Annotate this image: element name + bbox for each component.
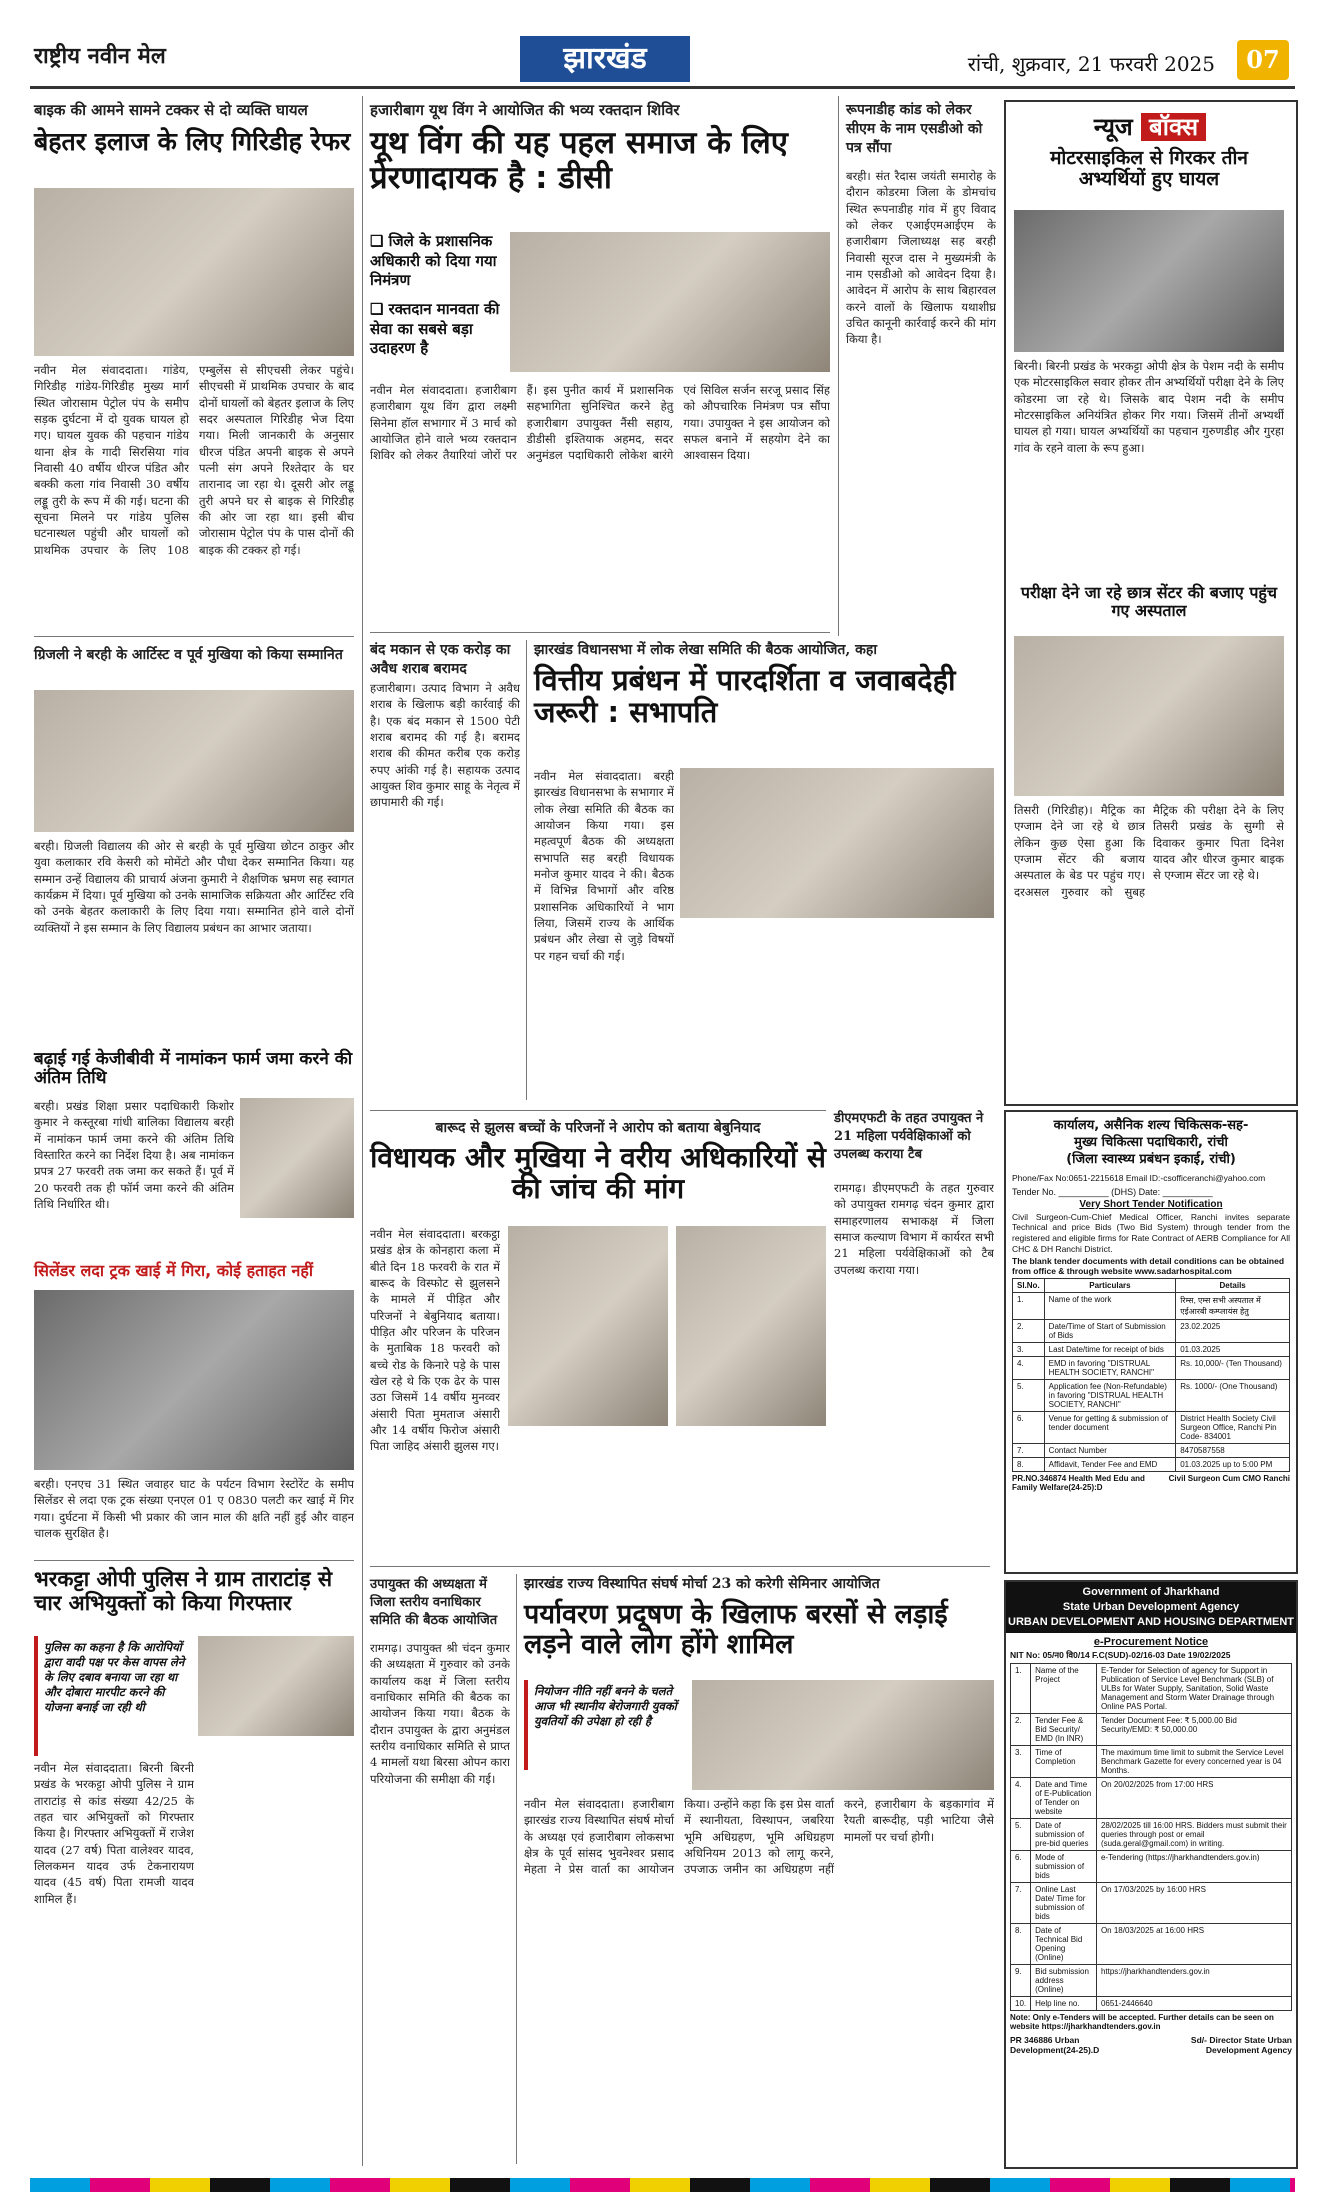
kicker-blood-camp: हजारीबाग यूथ विंग ने आयोजित की भव्य रक्तदान शिविर: [370, 101, 680, 119]
table-row: 1. Name of the work रिम्स, एम्स सभी अस्पताल में एईआरबी कम्प्लायंस हेतु: [1013, 1293, 1290, 1320]
divider: [370, 1110, 826, 1111]
photo-honor-ceremony: [34, 690, 354, 832]
tender-health-footer: PR.NO.346874 Health Med Edu and Family Welfare(24-25):D Civil Surgeon Cum CMO Ranchi: [1012, 1474, 1290, 1493]
tender-notice-health: [1004, 1110, 1298, 1574]
article-body-pac: नवीन मेल संवाददाता। बरही झारखंड विधानसभा के सभागार में लोक लेखा समिति की बैठक का आयोजन किया गया। इस महत्वपूर्ण बैठक की अध्यक्षता सभापति सह बरही विधायक मनोज कुमार यादव ने की। बैठक में विभिन्न विभागों और वरिष्ठ प्रशासनिक अधिकारियों ने भाग लिया, जिसमें राज्य के आर्थिक प्रबंधन और लेखा से जुड़े विषयों पर गहन चर्चा की गई।: [534, 769, 674, 963]
table-row: 6. Venue for getting & submission of tender document District Health Society Civil Surgeon Office, Ranchi Pin Code- 834001: [1013, 1412, 1290, 1444]
kicker-pac-meeting: झारखंड विधानसभा में लोक लेखा समिति की बैठक आयोजित, कहा: [534, 642, 877, 658]
tender-notice-urban: [1004, 1580, 1298, 2169]
kicker-accident: बाइक की आमने सामने टक्कर से दो व्यक्ति घायल: [34, 101, 308, 119]
bullet-marker-icon: ❑: [370, 232, 389, 250]
table-header-slno: Sl.No.: [1013, 1279, 1045, 1293]
tender-urban-footer: PR 346886 Urban Development(24-25).D Sd/- Director State Urban Development Agency: [1010, 2034, 1292, 2055]
article-body-probe: नवीन मेल संवाददाता। बरकट्ठा प्रखंड क्षेत्र के कोनहारा कला में बीते दिन 18 फरवरी के रात में बारूद के विस्फोट से झुलसने के मामले में पीड़ित और परिजनों ने बेबुनियाद बताया। पीड़ित और परिजन के परिजन के मुताबिक 18 फरवरी को बच्चे रोड के किनारे पड़े के पास खेल रहे थे कि एक ढेर के पास उठा जिसमें 14 वर्षीय मुनव्वर अंसारी पिता मुमताज अंसारी और 14 वर्षीय फिरोज अंसारी पिता जाहिद अंसारी झुलस गए।: [370, 1227, 500, 1454]
bullet-humanity: ❑ रक्तदान मानवता की सेवा का सबसे बड़ा उदाहरण है: [370, 300, 500, 357]
table-row: 9. Bid submission address (Online) https://jharkhandtenders.gov.in: [1011, 1964, 1292, 1996]
table-row: 8. Affidavit, Tender Fee and EMD 01.03.2025 up to 5:00 PM: [1013, 1458, 1290, 1472]
headline-giridih-refer: बेहतर इलाज के लिए गिरिडीह रेफर: [34, 127, 351, 156]
divider: [34, 636, 354, 637]
headline-mla-probe: विधायक और मुखिया ने वरीय अधिकारियों से की जांच की मांग: [370, 1141, 826, 1206]
divider: [370, 1566, 990, 1567]
divider: [34, 1560, 354, 1561]
table-row: 7. Online Last Date/ Time for submission of bids On 17/03/2025 by 16:00 HRS: [1011, 1882, 1292, 1923]
table-row: 8. Date of Technical Bid Opening (Online) On 18/03/2025 at 16:00 HRS: [1011, 1923, 1292, 1964]
tender-health-intro: Civil Surgeon-Cum-Chief Medical Officer, Ranchi invites separate Technical and price Bids (Two Bid System) through tender from the registered and eligible firms for Rate Contract of AERB Compliance for All CHC & DH Ranchi District.: [1012, 1211, 1290, 1254]
article-body-rupnadih: बरही। संत रैदास जयंती समारोह के दौरान कोडरमा जिला के डोमचांच स्थित रूपनाडीह गांव में हुए विवाद को लेकर एआईएमआईएम के हजारीबाग जिलाध्यक्ष सह बरही निवासी सूरज दास ने मुख्यमंत्री के नाम एसडीओ को आवेदन दिया है। आवेदन में आरोप के साथ बिहारवल करने वालों के खिलाफ यथाशीघ्र उचित कानूनी कार्रवाई करने की मांग किया है।: [846, 169, 996, 347]
tender-urban-note: Note: Only e-Tenders will be accepted. Further details can be seen on website https://jharkhandtenders.gov.in: [1010, 2012, 1274, 2031]
news-box-label-b: बॉक्स: [1141, 113, 1206, 141]
issue-date: रांची, शुक्रवार, 21 फरवरी 2025: [967, 52, 1215, 76]
tender-health-table: [1012, 1278, 1290, 1472]
article-body-tablets: रामगढ़। डीएमएफटी के तहत गुरुवार को उपायुक्त रामगढ़ चंदन कुमार द्वारा समाहरणालय सभाकक्ष में जिला समाज कल्याण विभाग में कार्यरत सभी 21 महिला पर्यवेक्षिकाओं को टैब उपलब्ध कराया गया।: [834, 1181, 994, 1277]
article-body-youth-wing: नवीन मेल संवाददाता। हजारीबाग हजारीबाग यूथ विंग द्वारा लक्ष्मी सिनेमा हॉल सभागार में 3 मार्च को आयोजित होने वाले भव्य रक्तदान शिविर को लेकर तैयारियां जोरों पर हैं। इस पुनीत कार्य में प्रशासनिक सहभागिता सुनिश्चित करने हेतु हजारीबाग उपायुक्त नैंसी सहाय, डीडीसी इश्तियाक अहमद, सदर अनुमंडल पदाधिकारी लोकेश बारंगे एवं सिविल सर्जन सरजू प्रसाद सिंह को औपचारिक निमंत्रण पत्र सौंपा गया। उपायुक्त ने इस आयोजन को सफल बनाने में सहयोग देने का आश्वासन दिया।: [370, 383, 830, 463]
article-body-truck: बरही। एनएच 31 स्थित जवाहर घाट के पर्यटन विभाग रेस्टोरेंट के समीप सिलेंडर से लदा एक ट्रक संख्या एनएल 01 ए 0830 पलटी कर खाई में गिर गया। दुर्घटना में किसी भी प्रकार की जान माल की क्षति नहीं हुई और वाहन चालक सुरक्षित है।: [34, 1477, 354, 1540]
pullquote-police: पुलिस का कहना है कि आरोपियों द्वारा वादी पक्ष पर केस वापस लेने के लिए दबाव बनाया जा रहा था और दोबारा मारपीट करने की योजना बनाई जा रही थी: [34, 1636, 200, 1756]
section-tab: झारखंड: [520, 36, 690, 82]
article-body-liquor: हजारीबाग। उत्पाद विभाग ने अवैध शराब के खिलाफ बड़ी कार्रवाई की है। एक बंद मकान से 1500 पेटी शराब बरामद की गई है। बरामद शराब की कीमत करीब एक करोड़ रुपए आंकी गई है। सहायक उत्पाद आयुक्त शिव कुमार साहू के नेतृत्व में छापामारी की गई।: [370, 681, 520, 810]
table-header-details: Details: [1176, 1279, 1290, 1293]
tender-health-note: The blank tender documents with detail conditions can be obtained from office & through website www.sadarhospital.com: [1012, 1256, 1285, 1277]
news-box-label-a: न्यूज: [1093, 113, 1133, 141]
headline-youth-wing: यूथ विंग की यह पहल समाज के लिए प्रेरणादायक है : डीसी: [370, 125, 788, 196]
table-row: 2. Tender Fee & Bid Security/ EMD (In INR) Tender Document Fee: ₹ 5,000.00 Bid Security/EMD: ₹ 50,000.00: [1011, 1713, 1292, 1745]
tender-urban-nit: NIT No: 05/न0 वि0/14 F.C(SUD)-02/16-03 Date 19/02/2025: [1010, 1649, 1231, 1660]
kicker-grizzly-honor: ग्रिजली ने बरही के आर्टिस्ट व पूर्व मुखिया को किया सम्मानित: [34, 647, 343, 663]
kicker-tablets: डीएमएफटी के तहत उपायुक्त ने 21 महिला पर्यवेक्षिकाओं को उपलब्ध कराया टैब: [834, 1111, 984, 1162]
tender-urban-title: e-Procurement Notice: [1093, 1635, 1209, 1648]
kicker-rupnadih: रूपनाडीह कांड को लेकर सीएम के नाम एसडीओ को पत्र सौंपा: [846, 102, 983, 156]
tender-health-title: Very Short Tender Notification: [1079, 1198, 1223, 1210]
table-row: 5. Application fee (Non-Refundable) in favoring "DISTRUAL HEALTH SOCIETY, RANCHI" Rs. 1000/- (One Thousand): [1013, 1380, 1290, 1412]
headline-truck-fall: सिलेंडर लदा ट्रक खाई में गिरा, कोई हताहत नहीं: [34, 1261, 314, 1280]
article-body-pollution: नवीन मेल संवाददाता। हजारीबाग झारखंड राज्य विस्थापित संघर्ष मोर्चा के अध्यक्ष एवं हजारीबाग लोकसभा क्षेत्र के पूर्व सांसद भुवनेश्वर प्रसाद मेहता ने प्रेस वार्ता का आयोजन किया। उन्होंने कहा कि इस प्रेस वार्ता में स्थानीयता, विस्थापन, जबरिया भूमि अधिग्रहण, भूमि अधिग्रहण अधिनियम 2013 को लागू करने, उपजाऊ जमीन का अधिग्रहण नहीं करने, हजारीबाग के बड़कागांव में रैयती बारूदीह, पड़ी भाटिया जैसे मामलों पर चर्चा होगी।: [524, 1797, 994, 1877]
photo-press-conference: [692, 1680, 994, 1790]
table-row: 10. Help line no. 0651-2446640: [1011, 1996, 1292, 2010]
article-body-motorcycle: बिरनी। बिरनी प्रखंड के भरकट्टा ओपी क्षेत्र के पेशम नदी के समीप एक मोटरसाइकिल सवार होकर तीन अभ्यर्थियों परीक्षा देने के लिए कोडरमा जा रहे थे। जिसके बाद पेशम नदी के समीप मोटरसाइकिल अनियंत्रित होकर गिर गया। जिसमें तीनों अभ्यर्थी घायल हो गया। घायल अभ्यर्थियों का पहचान गुरुणडीह और गुरहा गांव के रहने वाला के रूप हुआ।: [1014, 359, 1284, 455]
article-body-students: तिसरी (गिरिडीह)। मैट्रिक का एग्जाम देने जा रहे थे छात्र लेकिन कुछ ऐसा हुआ कि एग्जाम सेंटर की बजाय अस्पताल के बेड पर पहुंच गए। दरअसल गुरुवार को सुबह मैट्रिक की परीक्षा देने के लिए तिसरी प्रखंड के सुग्गी से दिवाकर कुमार पिता दिनेश यादव और धीरज कुमार बाइक से एग्जाम सेंटर जा रहे थे।: [1014, 803, 1284, 899]
page-number: 07: [1237, 40, 1289, 80]
table-row: 1. Name of the Project E-Tender for Selection of agency for Support in Publication of Service Level Benchmark (SLB) of ULBs for Water Supply, Sanitation, Solid Waste Management and Storm Water Drainage through Online PAS Portal.: [1011, 1663, 1292, 1713]
tender-health-header: कार्यालय, असैनिक शल्य चिकित्सक-सह- मुख्य चिकित्सा पदाधिकारी, रांची (जिला स्वास्थ्य प्रबंधन इकाई, रांची): [1053, 1118, 1249, 1167]
table-header-particulars: Particulars: [1044, 1279, 1176, 1293]
photo-mla-portrait: [676, 1226, 826, 1426]
bullet-invitation: ❑ जिले के प्रशासनिक अधिकारी को दिया गया निमंत्रण: [370, 232, 497, 289]
kicker-forest-rights: उपायुक्त की अध्यक्षता में जिला स्तरीय वनाधिकार समिति की बैठक आयोजित: [370, 1577, 498, 1628]
tender-urban-table: [1010, 1663, 1292, 2011]
column-divider: [526, 640, 527, 1100]
photo-arrested-persons: [198, 1636, 354, 1736]
photo-education-officer: [240, 1098, 354, 1218]
photo-injured-patients: [34, 188, 354, 356]
kicker-liquor-seizure: बंद मकान से एक करोड़ का अवैध शराब बरामद: [370, 642, 511, 677]
column-divider: [362, 96, 363, 2166]
photo-truck-accident: [34, 1290, 354, 1470]
article-body-forest-rights: रामगढ़। उपायुक्त श्री चंदन कुमार की अध्यक्षता में गुरुवार को उनके कार्यालय कक्ष में जिला स्तरीय वनाधिकार समिति की बैठक का आयोजन किया गया। बैठक के दौरान उपायुक्त के द्वारा अनुमंडल स्तरीय वनाधिकार समिति से प्राप्त 4 मामलों यथा बिरसा ओपन कारा परियोजना की समीक्षा की गई।: [370, 1641, 510, 1786]
kicker-explosion: बारूद से झुलस बच्चों के परिजनों ने आरोप को बताया बेबुनियाद: [435, 1120, 761, 1136]
photo-dc-invitation: [510, 232, 830, 372]
tender-health-number: Tender No. __________ (DHS) Date: __________: [1012, 1186, 1213, 1197]
headline-kgbv-date: बढ़ाई गई केजीबीवी में नामांकन फार्म जमा करने की अंतिम तिथि: [34, 1049, 353, 1089]
headline-motorcycle-fall: मोटरसाइकिल से गिरकर तीन अभ्यर्थियों हुए घायल: [1050, 147, 1248, 191]
table-row: 4. EMD in favoring "DISTRUAL HEALTH SOCIETY, RANCHI" Rs. 10,000/- (Ten Thousand): [1013, 1357, 1290, 1380]
kicker-displacement-seminar: झारखंड राज्य विस्थापित संघर्ष मोर्चा 23 को करेगी सेमिनार आयोजित: [524, 1576, 880, 1592]
tender-urban-header: Government of Jharkhand State Urban Development Agency URBAN DEVELOPMENT AND HOUSING DEPARTMENT: [1006, 1582, 1296, 1633]
column-divider: [838, 96, 839, 636]
article-body-accident: नवीन मेल संवाददाता। गांडेय, गिरिडीह गांडेय-गिरिडीह मुख्य मार्ग स्थित जोरासाम पेट्रोल पंप के समीप सड़क दुर्घटना में दो युवक घायल हो गए। घायल युवक की पहचान गांडेय थाना क्षेत्र के गादी सिरसिया गांव निवासी 40 वर्षीय धीरज पंडित और बक्की कला गांव निवासी 30 वर्षीय लड्डू तुरी के रूप में की गई। घटना की सूचना मिलने पर गांडेय पुलिस घटनास्थल पहुंची और घायलों को प्राथमिक उपचार के लिए 108 एम्बुलेंस से सीएचसी लेकर पहुंचे। सीएचसी में प्राथमिक उपचार के बाद दोनों घायलों को बेहतर इलाज के लिए सदर अस्पताल गिरिडीह भेज दिया गया। मिली जानकारी के अनुसार धीरज पंडित अपनी बाइक से अपने पत्नी संग अपने रिश्तेदार के घर तारानाद जा रहा थे। दूसरी ओर लड्डू तुरी अपने घर से बाइक से गिरिडीह की ओर जा रहा था। इसी बीच जोरासाम पेट्रोल पंप के पास दोनों की बाइक की टक्कर हो गई।: [34, 363, 354, 557]
article-body-arrest: नवीन मेल संवाददाता। बिरनी बिरनी प्रखंड के भरकट्टा ओपी पुलिस ने ग्राम ताराटांड़ से कांड संख्या 42/25 के तहत चार अभियुक्तों को गिरफ्तार किया है। गिरफ्तार अभियुक्तों में राजेश यादव (27 वर्ष) पिता वालेश्वर यादव, लिलकमन यादव उर्फ टेकनारायण यादव (45 वर्ष) पिता रामजी यादव शामिल हैं।: [34, 1761, 194, 1906]
table-row: 5. Date of submission of pre-bid queries 28/02/2025 till 16:00 HRS. Bidders must submit their queries through post or email (suda.geral@gmail.com) in writing.: [1011, 1818, 1292, 1850]
photo-hospital-students: [1014, 636, 1284, 796]
news-box-label: [1010, 110, 1290, 143]
table-row: 6. Mode of submission of bids e-Tendering (https://jharkhandtenders.gov.in): [1011, 1850, 1292, 1882]
divider: [370, 632, 830, 633]
bullet-marker-icon: ❑: [370, 300, 389, 318]
headline-bharkatta-arrest: भरकट्टा ओपी पुलिस ने ग्राम ताराटांड़ से चार अभियुक्तों को किया गिरफ्तार: [34, 1567, 333, 1615]
headline-pollution-fight: पर्यावरण प्रदूषण के खिलाफ बरसों से लड़ाई लड़ने वाले लोग होंगे शामिल: [524, 1599, 948, 1661]
table-row: 4. Date and Time of E-Publication of Tender on website On 20/02/2025 from 17:00 HRS: [1011, 1777, 1292, 1818]
newspaper-logo: राष्ट्रीय नवीन मेल: [34, 43, 166, 69]
table-row: 3. Time of Completion The maximum time limit to submit the Service Level Benchmark Gazette for every concerned year is 04 Months.: [1011, 1745, 1292, 1777]
table-row: 7. Contact Number 8470587558: [1013, 1444, 1290, 1458]
headline-financial-transparency: वित्तीय प्रबंधन में पारदर्शिता व जवाबदेही जरूरी : सभापति: [534, 663, 956, 730]
pullquote-employment: नियोजन नीति नहीं बनने के चलते आज भी स्थानीय बेरोजगारी युवकों युवतियों की उपेक्षा हो रही है: [524, 1680, 700, 1770]
headline-students-hospital: परीक्षा देने जा रहे छात्र सेंटर की बजाए पहुंच गए अस्पताल: [1020, 583, 1278, 620]
article-body-kgbv: बरही। प्रखंड शिक्षा प्रसार पदाधिकारी किशोर कुमार ने कस्तूरबा गांधी बालिका विद्यालय बरही में नामांकन फार्म जमा करने की अंतिम तिथि विस्तारित करने का निर्देश दिया है। अब नामांकन प्रपत्र 27 फरवरी तक जमा कर सकते हैं। पूर्व में 20 फरवरी तक ही फॉर्म जमा करने की अंतिम तिथि निर्धारित थी।: [34, 1099, 234, 1211]
photo-pac-meeting: [680, 768, 994, 918]
column-divider: [516, 1574, 517, 2164]
table-row: 2. Date/Time of Start of Submission of Bids 23.02.2025: [1013, 1320, 1290, 1343]
footer-color-bar: [30, 2178, 1295, 2192]
table-row: 3. Last Date/time for receipt of bids 01.03.2025: [1013, 1343, 1290, 1357]
article-body-honor: बरही। ग्रिजली विद्यालय की ओर से बरही के पूर्व मुखिया छोटन ठाकुर और युवा कलाकार रवि केसरी को मोमेंटो और पौधा देकर सम्मानित किया। यह सम्मान उन्हें विद्यालय की प्राचार्य अंजना कुमारी ने शैक्षणिक भ्रमण सह स्वागत कार्यक्रम में दिया। पूर्व मुखिया को उनके सामाजिक सक्रियता और आर्टिस्ट रवि को उनके बेहतर कलाकारी के लिए दिया गया। सम्मानित होने वाले दोनों व्यक्तियों ने इस सम्मान के लिए विद्यालय प्रबंधन का आभार जताया।: [34, 839, 354, 935]
masthead-rule: [30, 86, 1295, 89]
tender-health-contact: Phone/Fax No:0651-2215618 Email ID:-csofficeranchi@yahoo.com: [1012, 1172, 1266, 1183]
photo-complaint-letter: [508, 1226, 668, 1426]
photo-motorcycle: [1014, 210, 1284, 352]
